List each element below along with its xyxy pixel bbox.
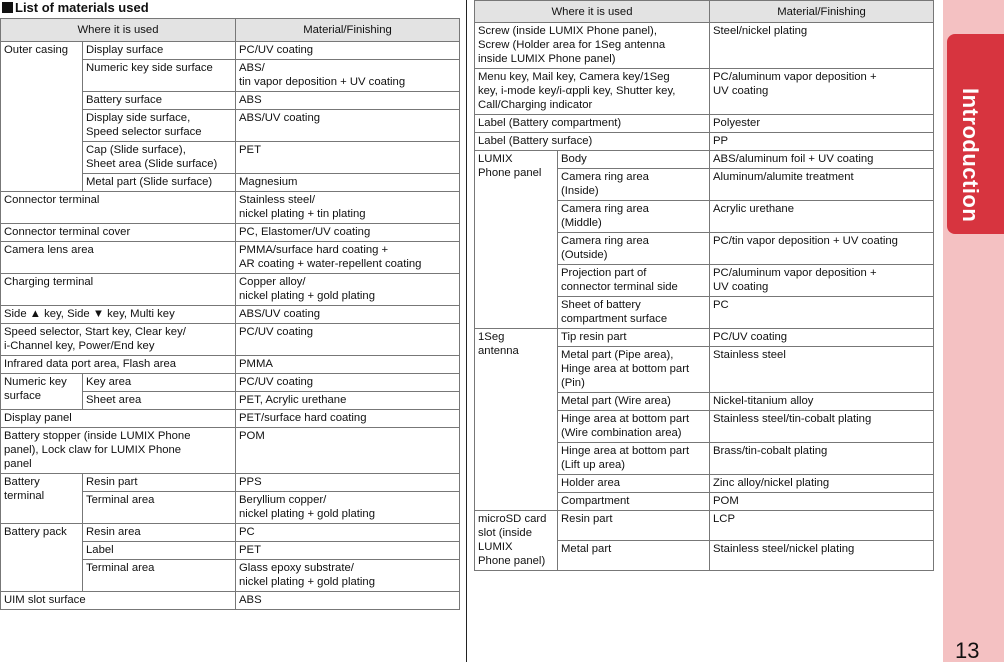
group-cell-microsd-slot: microSD card slot (inside LUMIX Phone panel) [475, 511, 558, 571]
material-cell: PC, Elastomer/UV coating [236, 224, 460, 242]
table-row [475, 133, 934, 151]
material-cell: ABS/ tin vapor deposition + UV coating [236, 60, 460, 92]
where-cell: Label (Battery compartment) [475, 115, 710, 133]
where-cell: Battery surface [83, 92, 236, 110]
where-cell: Screw (inside LUMIX Phone panel), Screw (Holder area for 1Seg antenna inside LUMIX Phone panel) [475, 23, 710, 69]
where-cell: Camera ring area (Middle) [558, 201, 710, 233]
material-cell: ABS/UV coating [236, 306, 460, 324]
column-header-where: Where it is used [475, 1, 710, 23]
materials-table-left [0, 18, 460, 610]
material-cell: POM [236, 428, 460, 474]
table-row [1, 356, 460, 374]
material-cell: Copper alloy/ nickel plating + gold plating [236, 274, 460, 306]
column-header-material: Material/Finishing [236, 19, 460, 42]
page-divider [466, 0, 467, 662]
material-cell: ABS [236, 92, 460, 110]
table-row [475, 69, 934, 115]
where-cell: Projection part of connector terminal side [558, 265, 710, 297]
material-cell: Steel/nickel plating [710, 23, 934, 69]
where-cell: Numeric key side surface [83, 60, 236, 92]
table-row [475, 115, 934, 133]
where-cell: Sheet area [83, 392, 236, 410]
table-row [1, 428, 460, 474]
column-header-material: Material/Finishing [710, 1, 934, 23]
material-cell: PC/aluminum vapor deposition + UV coating [710, 265, 934, 297]
where-cell: Menu key, Mail key, Camera key/1Seg key, i-mode key/i-αppli key, Shutter key, Call/Charging indicator [475, 69, 710, 115]
where-cell: Sheet of battery compartment surface [558, 297, 710, 329]
where-cell: Speed selector, Start key, Clear key/ i-Channel key, Power/End key [1, 324, 236, 356]
table-row [475, 23, 934, 69]
square-bullet-icon [2, 2, 13, 13]
material-cell: Nickel-titanium alloy [710, 393, 934, 411]
where-cell: UIM slot surface [1, 592, 236, 610]
where-cell: Terminal area [83, 492, 236, 524]
material-cell: Aluminum/alumite treatment [710, 169, 934, 201]
material-cell: PC/UV coating [236, 324, 460, 356]
where-cell: Connector terminal [1, 192, 236, 224]
table-row [1, 474, 460, 492]
material-cell: Stainless steel/nickel plating [710, 541, 934, 571]
material-cell: PMMA/surface hard coating + AR coating + water-repellent coating [236, 242, 460, 274]
material-cell: Brass/tin-cobalt plating [710, 443, 934, 475]
table-row [475, 329, 934, 347]
group-cell-numeric-key-surface: Numeric key surface [1, 374, 83, 410]
material-cell: PC [236, 524, 460, 542]
where-cell: Hinge area at bottom part (Wire combination area) [558, 411, 710, 443]
where-cell: Cap (Slide surface), Sheet area (Slide surface) [83, 142, 236, 174]
where-cell: Resin part [83, 474, 236, 492]
where-cell: Terminal area [83, 560, 236, 592]
where-cell: Connector terminal cover [1, 224, 236, 242]
group-cell-outer-casing: Outer casing [1, 42, 83, 192]
where-cell: Resin area [83, 524, 236, 542]
material-cell: Beryllium copper/ nickel plating + gold plating [236, 492, 460, 524]
page-title-text: List of materials used [15, 0, 149, 15]
where-cell: Battery stopper (inside LUMIX Phone panel), Lock claw for LUMIX Phone panel [1, 428, 236, 474]
table-row [1, 192, 460, 224]
where-cell: Display panel [1, 410, 236, 428]
material-cell: PMMA [236, 356, 460, 374]
where-cell: Metal part (Wire area) [558, 393, 710, 411]
material-cell: ABS/aluminum foil + UV coating [710, 151, 934, 169]
material-cell: Acrylic urethane [710, 201, 934, 233]
group-cell-lumix-phone-panel: LUMIX Phone panel [475, 151, 558, 329]
material-cell: Polyester [710, 115, 934, 133]
group-cell-battery-terminal: Battery terminal [1, 474, 83, 524]
where-cell: Label (Battery surface) [475, 133, 710, 151]
table-row [1, 374, 460, 392]
table-header-row [475, 1, 934, 23]
where-cell: Charging terminal [1, 274, 236, 306]
material-cell: Stainless steel [710, 347, 934, 393]
where-cell: Metal part (Pipe area), Hinge area at bottom part (Pin) [558, 347, 710, 393]
table-row [1, 224, 460, 242]
where-cell: Infrared data port area, Flash area [1, 356, 236, 374]
material-cell: PET [236, 542, 460, 560]
table-row [1, 410, 460, 428]
where-cell: Tip resin part [558, 329, 710, 347]
table-row [475, 511, 934, 541]
table-row [1, 42, 460, 60]
material-cell: PC/UV coating [236, 374, 460, 392]
table-row [1, 274, 460, 306]
table-row [1, 592, 460, 610]
material-cell: LCP [710, 511, 934, 541]
material-cell: POM [710, 493, 934, 511]
material-cell: Stainless steel/tin-cobalt plating [710, 411, 934, 443]
section-tab-label: Introduction [958, 88, 983, 223]
where-cell: Camera ring area (Inside) [558, 169, 710, 201]
table-row [1, 324, 460, 356]
where-cell: Side ▲ key, Side ▼ key, Multi key [1, 306, 236, 324]
material-cell: ABS [236, 592, 460, 610]
table-row [1, 524, 460, 542]
where-cell: Label [83, 542, 236, 560]
where-cell: Hinge area at bottom part (Lift up area) [558, 443, 710, 475]
group-cell-battery-pack: Battery pack [1, 524, 83, 592]
where-cell: Body [558, 151, 710, 169]
material-cell: PPS [236, 474, 460, 492]
material-cell: PET, Acrylic urethane [236, 392, 460, 410]
table-row [1, 306, 460, 324]
where-cell: Key area [83, 374, 236, 392]
group-cell-1seg-antenna: 1Seg antenna [475, 329, 558, 511]
where-cell: Metal part [558, 541, 710, 571]
table-header-row [1, 19, 460, 42]
material-cell: PP [710, 133, 934, 151]
materials-table-right [474, 0, 934, 571]
column-header-where: Where it is used [1, 19, 236, 42]
where-cell: Resin part [558, 511, 710, 541]
where-cell: Camera ring area (Outside) [558, 233, 710, 265]
where-cell: Metal part (Slide surface) [83, 174, 236, 192]
material-cell: PC/aluminum vapor deposition + UV coating [710, 69, 934, 115]
material-cell: Zinc alloy/nickel plating [710, 475, 934, 493]
where-cell: Camera lens area [1, 242, 236, 274]
material-cell: PC/tin vapor deposition + UV coating [710, 233, 934, 265]
where-cell: Holder area [558, 475, 710, 493]
material-cell: PC [710, 297, 934, 329]
material-cell: PET [236, 142, 460, 174]
material-cell: PET/surface hard coating [236, 410, 460, 428]
material-cell: Magnesium [236, 174, 460, 192]
where-cell: Display surface [83, 42, 236, 60]
where-cell: Display side surface, Speed selector surface [83, 110, 236, 142]
page-title [2, 0, 149, 15]
material-cell: Glass epoxy substrate/ nickel plating + gold plating [236, 560, 460, 592]
material-cell: PC/UV coating [236, 42, 460, 60]
material-cell: ABS/UV coating [236, 110, 460, 142]
page-number: 13 [955, 638, 980, 663]
material-cell: Stainless steel/ nickel plating + tin plating [236, 192, 460, 224]
where-cell: Compartment [558, 493, 710, 511]
material-cell: PC/UV coating [710, 329, 934, 347]
table-row [475, 151, 934, 169]
table-row [1, 242, 460, 274]
